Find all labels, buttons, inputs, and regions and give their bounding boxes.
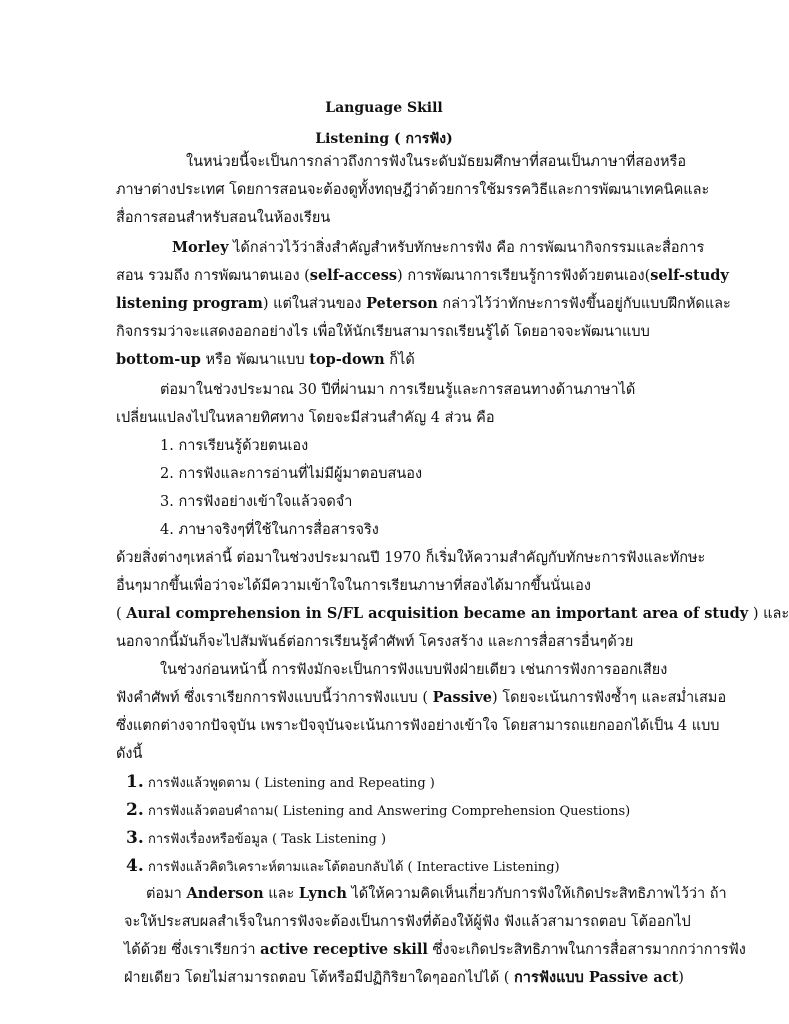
p2-line-4: กิจกรรมว่าจะแสดงออกอย่างไร เพื่อให้นักเรียนสามารถเรียนรู้ได้ โดยอาจจะพัฒนาแบบ — [116, 324, 650, 340]
list2-item-1 — [126, 772, 435, 794]
list2-item-3-number: 3. — [126, 828, 144, 848]
p2-line-3-text-b: ) แต่ในส่วนของ — [262, 296, 367, 312]
p7-line-3-text-a: ได้ด้วย ซึ่งเราเรียกว่า — [124, 942, 261, 958]
p6-line-3: ซึ่งแตกต่างจากปัจจุบัน เพราะปัจจุบันจะเน้นการฟังอย่างเข้าใจ โดยสามารถแยกออกได้เป็น 4 แบบ — [116, 718, 720, 734]
p7-line-3-text-c: ซึ่งจะเกิดประสิทธิภาพในการสื่อสารมากกว่าการฟัง — [427, 942, 746, 958]
p1-line-3: สื่อการสอนสำหรับสอนในห้องเรียน — [116, 210, 331, 226]
p4-line-1: ด้วยสิ่งต่างๆเหล่านี้ ต่อมาในช่วงประมาณปี 1970 ก็เริ่มให้ความสำคัญกับทักษะการฟังและทักษะ — [116, 550, 706, 566]
list2-item-4-text: การฟังแล้วคิดวิเคราะห์ตามและโต้ตอบกลับได้ ( Interactive Listening) — [148, 860, 560, 875]
term-passive-act: การฟังแบบ Passive act — [514, 969, 679, 986]
p2-line-5 — [116, 350, 415, 370]
p2-line-2 — [116, 266, 729, 286]
document-subtitle: Listening ( การฟัง) — [315, 131, 453, 147]
list2-item-1-text: การฟังแล้วพูดตาม ( Listening and Repeating ) — [148, 776, 435, 791]
term-listening-program: listening program — [116, 295, 263, 312]
author-lynch: Lynch — [298, 885, 347, 902]
term-self-access: self-access — [309, 267, 398, 284]
author-morley: Morley — [172, 239, 229, 256]
p6-line-4: ดังนี้ — [116, 746, 143, 762]
author-anderson: Anderson — [186, 885, 264, 902]
p3-line-1: ต่อมาในช่วงประมาณ 30 ปีที่ผ่านมา การเรียนรู้และการสอนทางด้านภาษาได้ — [160, 382, 636, 398]
list2-item-4 — [126, 856, 560, 878]
p5-line-1-close: ) และ — [748, 606, 789, 622]
author-peterson: Peterson — [366, 295, 438, 312]
p2-line-1 — [172, 238, 704, 258]
list2-item-4-number: 4. — [126, 856, 144, 876]
p3-line-2: เปลี่ยนแปลงไปในหลายทิศทาง โดยจะมีส่วนสำคัญ 4 ส่วน คือ — [116, 410, 495, 426]
list1-item-3: 3. การฟังอย่างเข้าใจแล้วจดจำ — [160, 494, 353, 510]
p5-line-1-open: ( — [116, 606, 127, 622]
p7-line-1-text-a: ต่อมา — [146, 886, 187, 902]
term-active-receptive-skill: active receptive skill — [260, 941, 428, 958]
p7-line-4-text-c: ) — [678, 970, 684, 986]
list2-item-1-number: 1. — [126, 772, 144, 792]
list2-item-3-text: การฟังเรื่องหรือข้อมูล ( Task Listening ) — [148, 832, 387, 847]
term-bottom-up: bottom-up — [116, 351, 201, 368]
p6-line-1: ในช่วงก่อนหน้านี้ การฟังมักจะเป็นการฟังแบบฟังฝ่ายเดียว เช่นการฟังการออกเสียง — [160, 662, 668, 678]
list2-item-2 — [126, 800, 630, 822]
list2-item-2-number: 2. — [126, 800, 144, 820]
p2-line-5-text-d: ก็ได้ — [384, 352, 415, 368]
p7-line-4-text-a: ฝ่ายเดียว โดยไม่สามารถตอบ โต้หรือมีปฏิกิริยาใดๆออกไปได้ ( — [124, 970, 515, 986]
term-top-down: top-down — [309, 351, 385, 368]
p2-line-3 — [116, 294, 731, 314]
p2-line-2-text-a: สอน รวมถึง การพัฒนาตนเอง ( — [116, 268, 310, 284]
p2-line-1-text: ได้กล่าวไว้ว่าสิ่งสำคัญสำหรับทักษะการฟัง คือ การพัฒนากิจกรรมและสื่อการ — [228, 240, 705, 256]
p7-line-4 — [124, 968, 684, 988]
term-passive: Passive — [432, 689, 493, 706]
p6-line-2-text-c: ) โดยจะเน้นการฟังซ้ำๆ และสม่ำเสมอ — [492, 690, 727, 706]
list1-item-2: 2. การฟังและการอ่านที่ไม่มีผู้มาตอบสนอง — [160, 466, 423, 482]
p5-line-2: นอกจากนี้มันก็จะไปสัมพันธ์ต่อการเรียนรู้คำศัพท์ โครงสร้าง และการสื่อสารอื่นๆด้วย — [116, 634, 634, 650]
p4-line-2: อื่นๆมากขึ้นเพื่อว่าจะได้มีความเข้าใจในการเรียนภาษาที่สองได้มากขึ้นนั่นเอง — [116, 578, 591, 594]
p7-line-1-text-e: ได้ให้ความคิดเห็นเกี่ยวกับการฟังให้เกิดประสิทธิภาพไว้ว่า ถ้า — [346, 886, 727, 902]
list2-item-2-text: การฟังแล้วตอบคำถาม( Listening and Answering Comprehension Questions) — [148, 804, 631, 819]
p1-line-1: ในหน่วยนี้จะเป็นการกล่าวถึงการฟังในระดับมัธยมศึกษาที่สอนเป็นภาษาที่สองหรือ — [186, 154, 687, 170]
p7-line-1 — [146, 884, 727, 904]
p7-line-3 — [124, 940, 746, 960]
list2-item-3 — [126, 828, 386, 850]
p7-line-1-text-c: และ — [263, 886, 299, 902]
document-title: Language Skill — [325, 100, 443, 116]
p2-line-5-text-b: หรือ พัฒนาแบบ — [200, 352, 310, 368]
p5-line-1 — [116, 604, 789, 624]
term-self-study: self-study — [650, 267, 729, 284]
aural-comprehension-quote: Aural comprehension in S/FL acquisition became an important area of study — [126, 605, 749, 622]
p7-line-2: จะให้ประสบผลสำเร็จในการฟังจะต้องเป็นการฟังที่ต้องให้ผู้ฟัง ฟังแล้วสามารถตอบ โต้ออกไป — [124, 914, 691, 930]
p6-line-2 — [116, 688, 726, 708]
p1-line-2: ภาษาต่างประเทศ โดยการสอนจะต้องดูทั้งทฤษฎีว่าด้วยการใช้มรรควิธีและการพัฒนาเทคนิคและ — [116, 182, 710, 198]
p2-line-3-text-d: กล่าวไว้ว่าทักษะการฟังขึ้นอยู่กับแบบฝึกหัดและ — [437, 296, 731, 312]
list1-item-4: 4. ภาษาจริงๆที่ใช้ในการสื่อสารจริง — [160, 522, 379, 538]
list1-item-1: 1. การเรียนรู้ด้วยตนเอง — [160, 438, 309, 454]
p2-line-2-text-c: ) การพัฒนาการเรียนรู้การฟังด้วยตนเอง( — [397, 268, 651, 284]
p6-line-2-text-a: ฟังคำศัพท์ ซึ่งเราเรียกการฟังแบบนี้ว่าการฟังแบบ ( — [116, 690, 433, 706]
